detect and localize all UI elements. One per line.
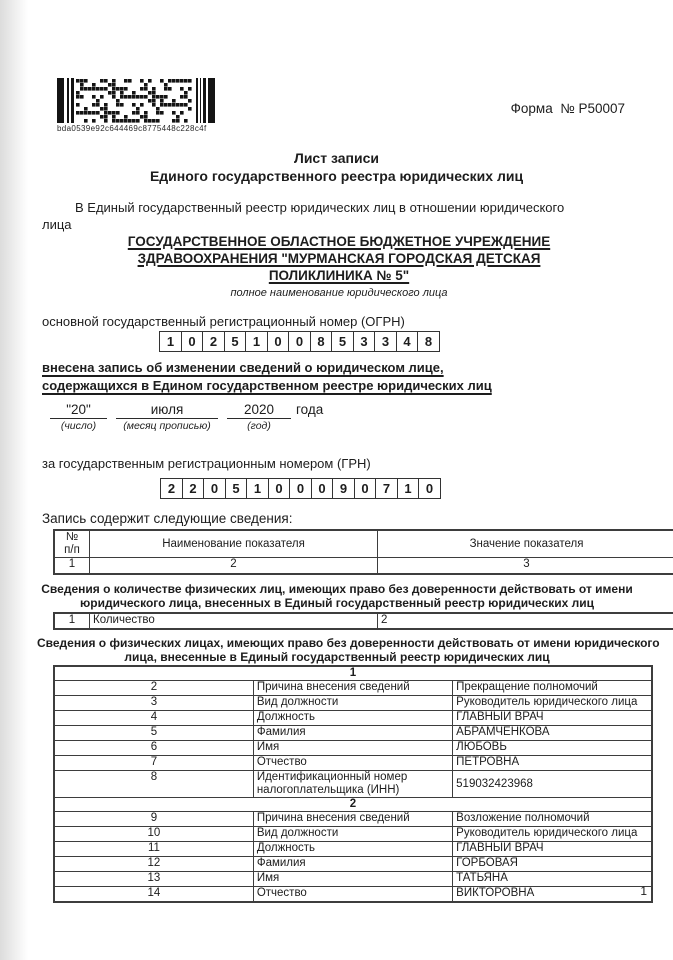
row-num: 10	[54, 827, 253, 842]
document-subtitle: Единого государственного реестра юридических лиц	[149, 168, 524, 184]
row-name-text: Идентификационный номер налогоплательщика (ИНН)	[256, 771, 408, 796]
row-name: Фамилия	[253, 857, 452, 872]
digit-cell: 7	[375, 478, 398, 499]
table-row	[54, 872, 652, 887]
legend-index-cell: 3	[378, 558, 673, 575]
digit-cell: 5	[331, 331, 354, 352]
table-row	[54, 887, 652, 903]
date-year-group	[227, 402, 291, 432]
group-header-row	[54, 666, 652, 681]
row-value: ГЛАВНЫЙ ВРАЧ	[453, 711, 652, 726]
row-value: ТАТЬЯНА	[453, 872, 652, 887]
digit-cell: 5	[224, 331, 247, 352]
legend-col-num	[54, 530, 90, 558]
ogrn-digits	[159, 331, 440, 352]
digit-cell: 0	[289, 478, 312, 499]
row-name: Причина внесения сведений	[253, 812, 452, 827]
row-value: ВИКТОРОВНА	[453, 887, 652, 903]
row-value: Руководитель юридического лица	[453, 696, 652, 711]
table-row	[54, 681, 652, 696]
row-name: Причина внесения сведений	[253, 681, 452, 696]
digit-cell: 9	[332, 478, 355, 499]
barcode	[57, 78, 215, 133]
digit-cell: 0	[418, 478, 441, 499]
table-row	[54, 771, 652, 798]
digit-cell: 3	[353, 331, 376, 352]
row-num: 8	[54, 771, 253, 798]
row-value: ЛЮБОВЬ	[453, 741, 652, 756]
intro-paragraph	[42, 199, 638, 233]
digit-cell: 0	[288, 331, 311, 352]
record-statement-line: содержащихся в Едином государственном реестре юридических лиц	[42, 377, 492, 393]
table-row	[54, 613, 673, 629]
org-name-caption: полное наименование юридического лица	[230, 287, 448, 299]
row-name: Должность	[253, 842, 452, 857]
row-num: 1	[54, 613, 90, 629]
row-value: Прекращение полномочий	[453, 681, 652, 696]
table-row	[54, 857, 652, 872]
digit-cell: 0	[311, 478, 334, 499]
digit-cell: 8	[310, 331, 333, 352]
table-row	[54, 726, 652, 741]
barcode-icon	[57, 78, 215, 123]
section2-heading	[37, 636, 660, 664]
digit-cell: 3	[374, 331, 397, 352]
intro-line: В Единый государственный реестр юридических лиц в отношении юридического	[75, 200, 565, 215]
digit-cell: 2	[202, 331, 225, 352]
org-name	[42, 233, 636, 284]
section2-heading-line: лица, внесенные в Единый государственный реестр юридических лиц	[124, 649, 550, 664]
row-value: Руководитель юридического лица	[453, 827, 652, 842]
row-num: 4	[54, 711, 253, 726]
intro-line: лица	[42, 217, 72, 232]
form-number: Форма № Р50007	[510, 101, 625, 116]
row-value: АБРАМЧЕНКОВА	[453, 726, 652, 741]
section1-table	[53, 612, 653, 630]
digit-cell: 8	[417, 331, 440, 352]
digit-cell: 1	[159, 331, 182, 352]
table-row	[54, 711, 652, 726]
group-header-row	[54, 798, 652, 812]
ogrn-label: основной государственный регистрационный номер (ОГРН)	[42, 314, 405, 329]
row-num: 11	[54, 842, 253, 857]
digit-cell: 0	[354, 478, 377, 499]
record-statement-line: внесена запись об изменении сведений о юридическом лице,	[42, 360, 444, 375]
row-name: Вид должности	[253, 696, 452, 711]
digit-cell: 0	[203, 478, 226, 499]
grn-digits	[160, 478, 441, 499]
org-name-line: ГОСУДАРСТВЕННОЕ ОБЛАСТНОЕ БЮДЖЕТНОЕ УЧРЕЖДЕНИЕ	[127, 234, 551, 249]
row-name: Отчество	[253, 756, 452, 771]
legend-col-num-line: п/п	[64, 544, 80, 556]
row-value: Возложение полномочий	[453, 812, 652, 827]
group-label: 2	[54, 798, 652, 812]
legend-col-name: Наименование показателя	[90, 530, 378, 558]
table-row	[54, 842, 652, 857]
row-num: 3	[54, 696, 253, 711]
row-name: Должность	[253, 711, 452, 726]
section2-heading-line: Сведения о физических лицах, имеющих право без доверенности действовать от имени юридического	[37, 636, 660, 650]
digit-cell: 2	[160, 478, 183, 499]
digit-cell: 0	[268, 478, 291, 499]
date-year-suffix: года	[296, 402, 324, 417]
row-value: ГОРБОВАЯ	[453, 857, 652, 872]
legend-index-cell: 2	[90, 558, 378, 575]
date-year: 2020	[227, 402, 291, 419]
legend-index-row	[54, 558, 673, 575]
table-row	[54, 812, 652, 827]
table-row	[54, 696, 652, 711]
digit-cell: 4	[396, 331, 419, 352]
record-intro: Запись содержит следующие сведения:	[42, 511, 293, 526]
row-num: 14	[54, 887, 253, 903]
table-row	[54, 741, 652, 756]
date-month: июля	[116, 402, 218, 419]
table-row	[54, 827, 652, 842]
org-name-line: ПОЛИКЛИНИКА № 5"	[268, 268, 410, 283]
legend-table	[53, 529, 653, 575]
section1-heading-line: юридического лица, внесенных в Единый государственный реестр юридических лиц	[80, 595, 594, 610]
barcode-caption: bda0539e92c644469c8775448c228c4f	[57, 124, 207, 133]
row-num: 13	[54, 872, 253, 887]
row-name	[253, 771, 452, 798]
row-name: Вид должности	[253, 827, 452, 842]
row-num: 9	[54, 812, 253, 827]
table-row	[54, 756, 652, 771]
digit-cell: 0	[181, 331, 204, 352]
row-num: 6	[54, 741, 253, 756]
digit-cell: 5	[225, 478, 248, 499]
date-year-caption: (год)	[247, 420, 271, 432]
group-label: 1	[54, 666, 652, 681]
row-num: 2	[54, 681, 253, 696]
legend-col-num-line: №	[65, 531, 79, 543]
record-statement	[42, 359, 638, 394]
legend-header-row	[54, 530, 673, 558]
date-month-group	[116, 402, 218, 432]
section2-table	[53, 665, 653, 903]
row-num: 12	[54, 857, 253, 872]
row-num: 7	[54, 756, 253, 771]
grn-label: за государственным регистрационным номером (ГРН)	[42, 456, 371, 471]
row-name: Имя	[253, 872, 452, 887]
date-day: "20"	[50, 402, 107, 419]
date-day-caption: (число)	[60, 420, 97, 432]
row-name: Количество	[90, 613, 378, 629]
page-number: 1	[640, 884, 647, 898]
document-title: Лист записи	[294, 150, 379, 166]
date-day-group	[50, 402, 107, 432]
row-value: 2	[378, 613, 673, 629]
digit-cell: 1	[245, 331, 268, 352]
digit-cell: 2	[182, 478, 205, 499]
digit-cell: 0	[267, 331, 290, 352]
org-name-line: ЗДРАВООХРАНЕНИЯ "МУРМАНСКАЯ ГОРОДСКАЯ ДЕТСКАЯ	[137, 251, 541, 266]
row-name: Фамилия	[253, 726, 452, 741]
legend-col-value: Значение показателя	[378, 530, 673, 558]
row-value: 519032423968	[453, 771, 652, 798]
date-month-caption: (месяц прописью)	[123, 420, 211, 432]
section1-heading-line: Сведения о количестве физических лиц, имеющих право без доверенности действовать от имени	[41, 582, 633, 596]
row-name: Отчество	[253, 887, 452, 903]
digit-cell: 1	[246, 478, 269, 499]
legend-index-cell: 1	[54, 558, 90, 575]
digit-cell: 1	[397, 478, 420, 499]
row-num: 5	[54, 726, 253, 741]
section1-heading	[37, 583, 637, 610]
row-value: ГЛАВНЫЙ ВРАЧ	[453, 842, 652, 857]
row-value: ПЕТРОВНА	[453, 756, 652, 771]
row-name: Имя	[253, 741, 452, 756]
